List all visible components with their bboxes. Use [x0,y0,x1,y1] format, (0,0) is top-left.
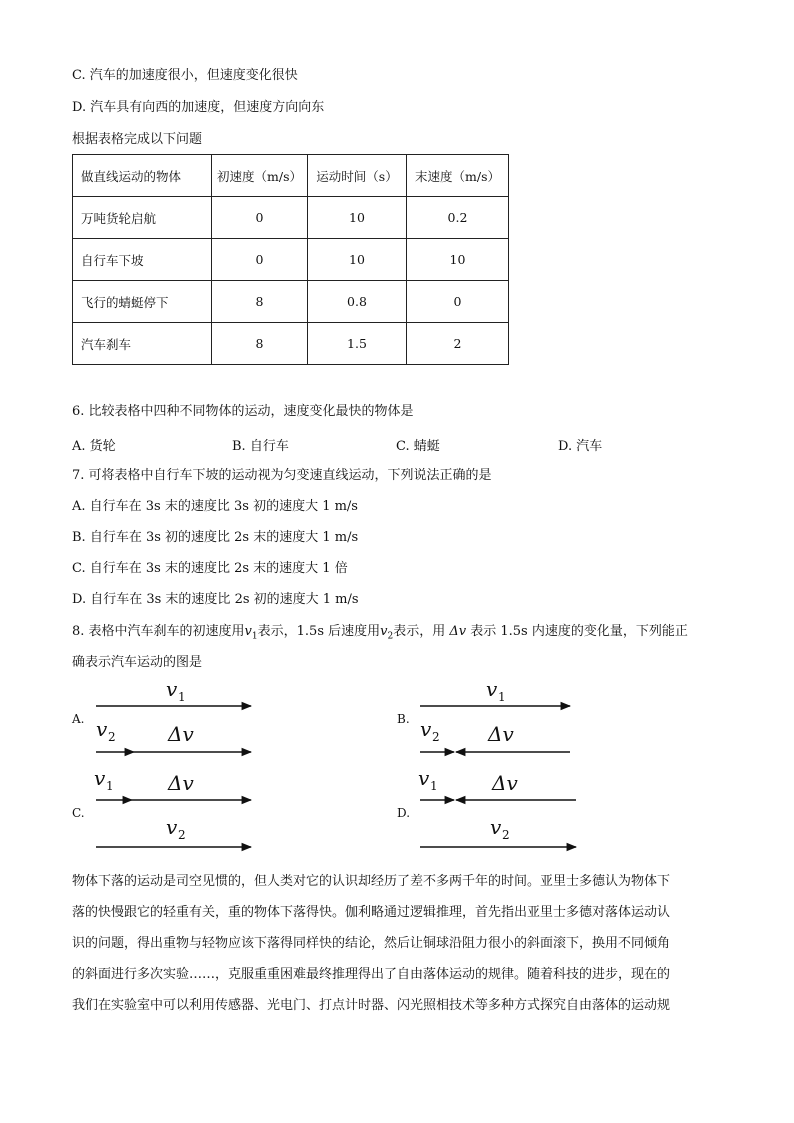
table-row [73,197,509,239]
v2-subscript: 2 [178,828,186,842]
v1-label: v [166,677,178,701]
v1-label: v [418,768,430,790]
table-cell: 10 [308,239,407,281]
header-cell: 做直线运动的物体 [73,155,212,197]
header-cell: 运动时间（s） [308,155,407,197]
diagram-c [86,768,266,858]
table-cell: 1.5 [308,323,407,365]
table-cell: 万吨货轮启航 [73,197,212,239]
header-cell: 初速度（m/s） [212,155,308,197]
table-row [73,239,509,281]
table-row [73,281,509,323]
dv-label: Δv [168,771,194,795]
option-d-text: D. 汽车具有向西的加速度，但速度方向向东 [72,100,325,115]
v2-label: v [420,717,432,741]
v2-subscript: 2 [108,730,116,744]
passage-line: 物体下落的运动是司空见惯的，但人类对它的认识却经历了差不多两千年的时间。亚里士多德认为物体下 [72,874,671,889]
table-cell: 0 [212,239,308,281]
dv-label: Δv [168,722,194,746]
v1-subscript: 1 [251,631,258,642]
table-cell: 10 [407,239,509,281]
dv-label: Δv [488,722,514,746]
passage-line: 我们在实验室中可以利用传感器、光电门、打点计时器、闪光照相技术等多种方式探究自由落体的运动规 [72,998,671,1013]
table-cell: 飞行的蜻蜓停下 [73,281,212,323]
question-6-options [72,435,722,455]
q6-option-b[interactable]: B. 自行车 [232,439,289,454]
data-table [72,154,509,365]
table-cell: 2 [407,323,509,365]
q7-option-a[interactable]: A. 自行车在 3s 末的速度比 3s 初的速度大 1 m/s [72,499,358,514]
v2-subscript: 2 [502,828,510,842]
q6-option-d[interactable]: D. 汽车 [558,439,603,454]
v2-label: v [490,815,502,839]
question-6-stem: 6. 比较表格中四种不同物体的运动，速度变化最快的物体是 [72,404,414,419]
table-cell: 0.8 [308,281,407,323]
table-row [73,323,509,365]
v2-subscript: 2 [387,631,394,642]
question-8-stem [72,623,688,646]
v2-subscript: 2 [432,730,440,744]
table-cell: 10 [308,197,407,239]
table-cell: 0.2 [407,197,509,239]
v2-label: v [96,717,108,741]
passage-line: 落的快慢跟它的轻重有关，重的物体下落得快。伽利略通过逻辑推理，首先指出亚里士多德对落体运动认 [72,905,671,920]
v1-subscript: 1 [178,690,186,704]
delta-v-symbol: Δv [449,624,467,639]
header-cell: 末速度（m/s） [407,155,509,197]
table-intro: 根据表格完成以下问题 [72,132,203,147]
reading-passage [72,866,722,1021]
table-cell: 8 [212,281,308,323]
q7-option-b[interactable]: B. 自行车在 3s 初的速度比 2s 末的速度大 1 m/s [72,530,359,545]
q8-option-d-label[interactable]: D. [397,806,411,820]
table-cell: 0 [212,197,308,239]
q6-option-a[interactable]: A. 货轮 [72,439,116,454]
q6-option-c[interactable]: C. 蜻蜓 [396,439,440,454]
q8-stem-part2: 表示，1.5s 后速度用 [257,624,381,639]
q8-option-a-label[interactable]: A. [72,712,85,726]
q8-stem-part3: 表示，用 [393,624,446,639]
v1-label: v [486,677,498,701]
v2-label: v [166,815,178,839]
v1-subscript: 1 [498,690,506,704]
v1-symbol: v [244,624,252,639]
q8-option-b-label[interactable]: B. [397,712,410,726]
q7-option-c[interactable]: C. 自行车在 3s 末的速度比 2s 末的速度大 1 倍 [72,561,348,576]
table-cell: 8 [212,323,308,365]
v1-label: v [94,768,106,790]
option-c-text: C. 汽车的加速度很小，但速度变化很快 [72,68,298,83]
v1-subscript: 1 [430,779,438,793]
q7-option-d[interactable]: D. 自行车在 3s 末的速度比 2s 初的速度大 1 m/s [72,592,359,607]
passage-line: 识的问题，得出重物与轻物应该下落得同样快的结论，然后让铜球沿阻力很小的斜面滚下，换用不同倾角 [72,936,671,951]
v2-symbol: v [380,624,388,639]
table-header-row [73,155,509,197]
diagram-b [410,676,590,766]
table-cell: 汽车刹车 [73,323,212,365]
table-cell: 自行车下坡 [73,239,212,281]
q8-option-c-label[interactable]: C. [72,806,85,820]
q8-stem-part4: 表示 1.5s 内速度的变化量，下列能正 [470,624,688,639]
passage-line: 的斜面进行多次实验……，克服重重困难最终推理得出了自由落体运动的规律。随着科技的进步，现在的 [72,967,671,982]
diagram-a [86,676,266,766]
q8-stem-part1: 8. 表格中汽车刹车的初速度用 [72,624,245,639]
question-8-stem-line2: 确表示汽车运动的图是 [72,655,203,670]
diagram-d [410,768,590,858]
table-cell: 0 [407,281,509,323]
question-7-stem: 7. 可将表格中自行车下坡的运动视为匀变速直线运动，下列说法正确的是 [72,468,492,483]
v1-subscript: 1 [106,779,114,793]
dv-label: Δv [492,771,518,795]
